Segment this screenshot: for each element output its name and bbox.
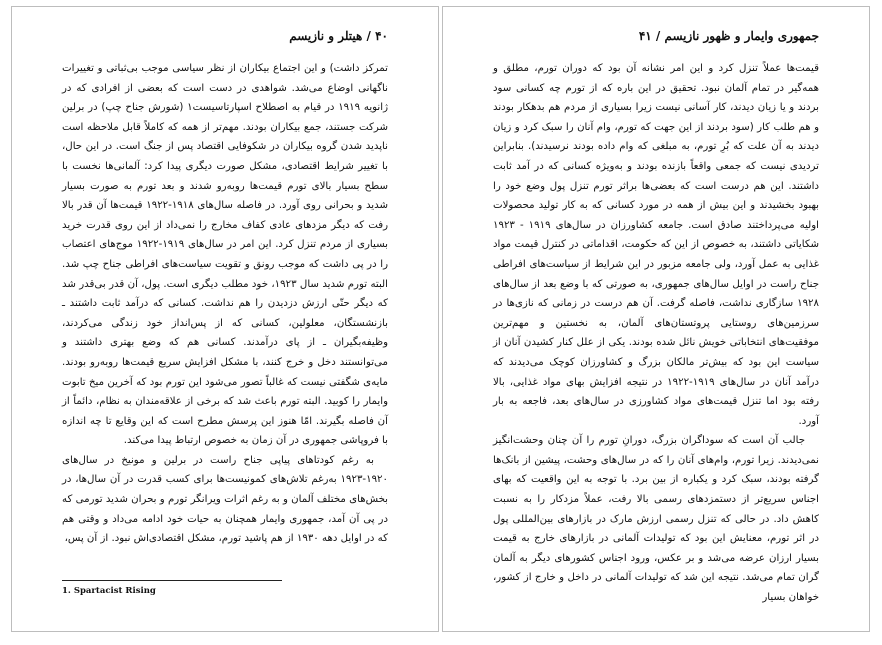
right-page-body	[493, 59, 819, 608]
left-paragraph-2: به رغم کودتاهای پیاپی جناح راست در برلین و مونیخ در سال‌های ۱۹۲۰-۱۹۲۳ به‌رغم تلاش‌های کمونیست‌ها برای کسب قدرت در آن سال‌ها، در بخش‌های مختلف آلمان و به رغم اثرات ویرانگر تورم و بحران شدید تورمی که در پی آن آمد، جمهوری وایمار همچنان به حیات خود ادامه می‌داد و وقتی هم که در اوایل دهه ۱۹۳۰ از هم پاشید تورم، مشکل اقتصادی‌اش نبود. از آن پس،	[62, 454, 388, 545]
footnote: 1. Spartacist Rising	[62, 586, 156, 596]
right-paragraph-1: قیمت‌ها عملاً تنزل کرد و این امر نشانه آن بود که دوران تورم، مطلق و همه‌گیر در تمام آلمان نبود. تحقیق در این باره که از تورم چه کسانی سود بردند و یا زیان دیدند، کار آسانی نیست زیرا بسیاری از مردم هم بدهکار بودند و هم طلب کار (سود بردند از این جهت که تورم، وام آنان را سبک کرد و زیان دیدند به آن علت که بُرِ تورم، به مبلغی که وام داده بودند نرسیدند). بنابراین تردیدی نیست که جمعی واقعاً بازنده بودند و به‌ویژه کسانی که در آمد ثابت داشتند. این هم درست است که بعضی‌ها براثر تورم تنزل پول وضع خود را بهبود بخشیدند و این بیش از همه در مورد کسانی که به کار تولید محصولات اولیه می‌پرداختند صادق است. جامعه کشاورزان در سال‌های ۱۹۱۹ - ۱۹۲۳ شکایاتی داشتند، به خصوص از این که حکومت، اقداماتی در کنترل قیمت مواد غذایی به عمل آورد، ولی جامعه مزبور در این شرایط از سیاست‌های افراطی جناح راست در اوایل سال‌های جمهوری، به صورتی که با وضع بعد از سال‌های ۱۹۲۸ سازگاری نداشت، فاصله گرفت. آن هم درست در زمانی که نازی‌ها در سرزمین‌های روستایی پروتستان‌های آلمان، به نخستین و مهم‌ترین موفقیت‌های انتخاباتی خویش نائل شده بودند. یکی از علل کنار کشیدن آنان از سیاست این بود که بیش‌تر مالکان بزرگ و کشاورزان کوچک می‌دیدند که درآمد آنان در سال‌های ۱۹۱۹-۱۹۲۲ در نتیجه افزایش بهای مواد غذایی، بالا رفته بود اما تنزل قیمت‌های مواد کشاورزی در سال‌های بعد، فاجعه به بار آورد.	[493, 63, 819, 427]
left-page	[11, 6, 439, 632]
footnote-divider	[62, 580, 282, 581]
left-paragraph-1: تمرکز داشت) و این اجتماع بیکاران از نظر سیاسی موجب بی‌ثباتی و تغییرات ناگهانی اوضاع می‌شد. شواهدی در دست است که بعضی از افرادی که در ژانویه ۱۹۱۹ در قیام به اصطلاح اسپارتاسیست۱ (شورش جناح چپ) در برلین شرکت جستند، جمع بیکاران بودند. مهم‌تر از همه که کاملاً قابل ملاحظه است ناپدید شدن گروه بیکاران در شکوفایی اقتصاد پس از جنگ است. در این حال، با تغییر شرایط اقتصادی، مشکل صورت دیگری پیدا کرد: آلمانی‌ها نخست با سطح بسیار بالای تورم قیمت‌ها روبه‌رو شدند و بعد تورم به صورت بسیار شدید و بحرانی روی آورد. در فاصله سال‌های ۱۹۱۸-۱۹۲۲ قیمت‌ها آن قدر بالا رفت که دیگر مزدهای عادی کفاف مخارج را نمی‌داد از این روی قدرت خرید بسیاری از مردم تنزل کرد. این امر در سال‌های ۱۹۱۹-۱۹۲۲ موج‌های اعتصاب را در پی داشت که موجب رونق و تقویت سیاست‌های افراطی جناح چپ شد. البته تورم شدید سال ۱۹۲۳، خود مطلب دیگری است. پول، آن قدر بی‌قدر شد که دیگر حتّی ارزش دزدیدن را هم نداشت. کسانی که درآمد ثابت داشتند ـ بازنشستگان، معلولین، کسانی که از پس‌انداز خود زندگی می‌کردند، وظیفه‌بگیران ـ از پای درآمدند. کسانی هم که وضع بهتری داشتند و می‌توانستند دخل و خرج کنند، با مشکل افزایش سریع قیمت‌ها روبه‌رو بودند. مایه‌ی شگفتی نیست که غالباً تصور می‌شود این تورم بود که آخرین میخ تابوت وایمار را کوبید. البته تورم باعث شد که برخی از علاقه‌مندان به نظام، دائماً از آن فاصله بگیرند. امّا هنوز این پرسش مطرح است که این وقایع تا چه اندازه با فروپاشی جمهوری در آن زمان به خصوص ارتباط پیدا می‌کند.	[62, 63, 389, 447]
right-page	[442, 6, 870, 632]
right-page-header: جمهوری وایمار و ظهور نازیسم / ۴۱	[638, 29, 819, 43]
left-page-header: ۴۰ / هیتلر و نازیسم	[289, 29, 388, 43]
right-paragraph-2: جالب آن است که سوداگران بزرگ، دورانِ تورم را آن چنان وحشت‌انگیز نمی‌دیدند. زیرا تورم، وام‌های آنان را که در سال‌های وحشت، پیشین از بانک‌ها گرفته بودند، سبک کرد و یکباره از بین برد. با توجه به این واقعیت که بهای اجناس سریع‌تر از دستمزدهای رسمی بالا رفت، عملاً مزدکار را به نسبت کاهش داد. در حالی که تنزل رسمی ارزش مارک در بازارهای بین‌المللی پول در اثر تورم، معنایش این بود که تولیدات آلمانی در بازارهای خارج به قیمت بسیار ارزان عرضه می‌شد و بر عکس، ورود اجناس کشورهای دیگر به آلمان گران تمام می‌شد. نتیجه این شد که تولیدات آلمانی در داخل و خارج از کشور، خواهان بسیار	[493, 435, 819, 604]
left-page-body	[62, 59, 388, 549]
